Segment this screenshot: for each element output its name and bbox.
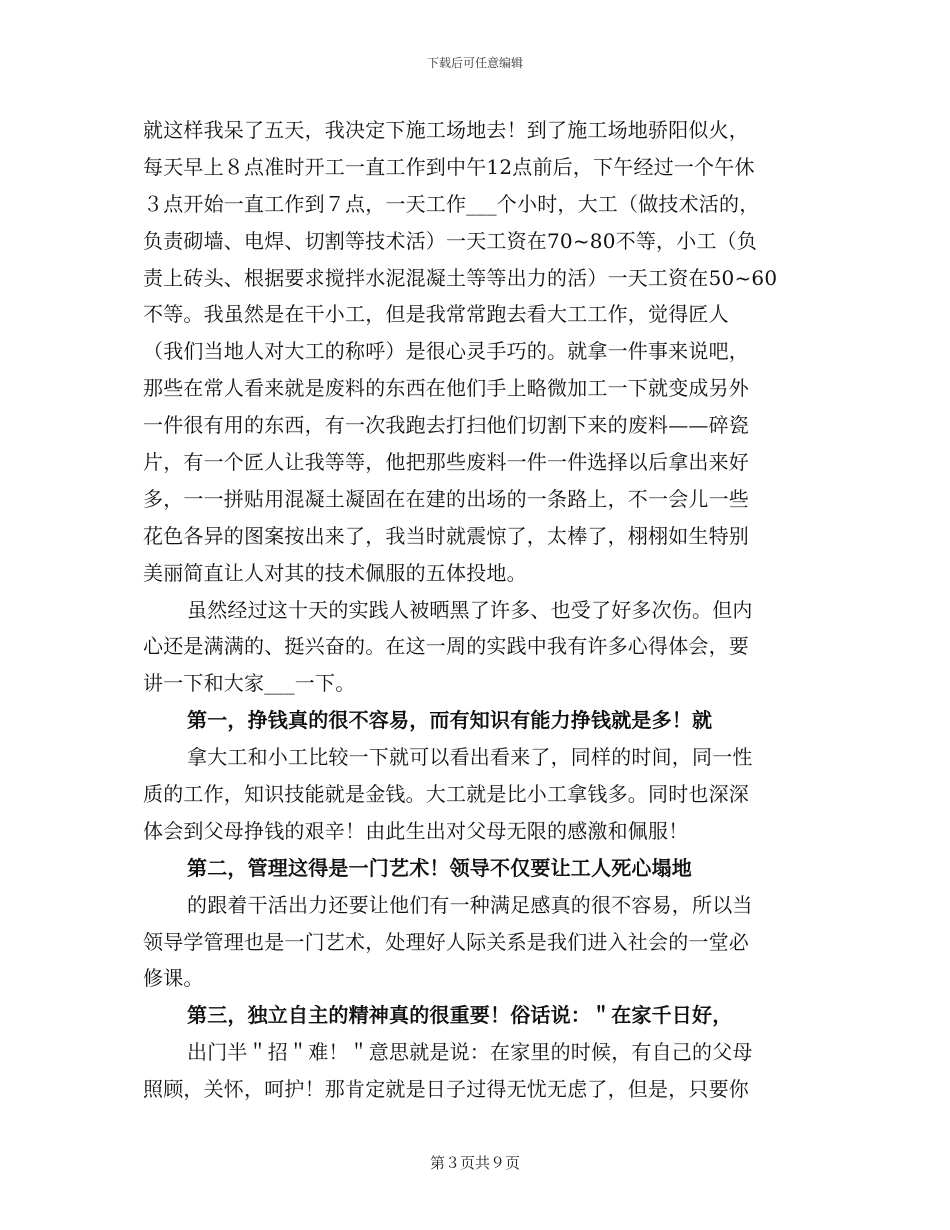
body-text-line: 责上砖头、根据要求搅拌水泥混凝土等等出力的活）一天工资在50~60 — [143, 265, 778, 290]
body-text-line: ３点开始一直工作到７点，一天工作___个小时，大工（做技术活的， — [143, 191, 760, 216]
body-text-line: 不等。我虽然是在干小工，但是我常常跑去看大工工作，觉得匠人 — [143, 302, 729, 327]
body-text-line: 负责砌墙、电焊、切割等技术活）一天工资在70~80不等，小工（负 — [143, 228, 758, 253]
body-text-line: 领导学管理也是一门艺术，处理好人际关系是我们进入社会的一堂必 — [143, 929, 749, 954]
section-heading-line: 第三，独立自主的精神真的很重要！俗话说：＂在家千日好， — [187, 1003, 733, 1028]
body-text-line: 心还是满满的、挺兴奋的。在这一周的实践中我有许多心得体会，要 — [143, 634, 749, 659]
page-header: 下载后可任意编辑 — [426, 56, 523, 70]
body-text-line: 虽然经过这十天的实践人被晒黑了许多、也受了好多次伤。但内 — [187, 597, 753, 622]
page-footer: 第３页共９页 — [429, 1154, 520, 1172]
body-text-line: 片，有一个匠人让我等等，他把那些废料一件一件选择以后拿出来好 — [143, 450, 749, 475]
body-text-line: 讲一下和大家___一下。 — [143, 671, 356, 696]
body-text-line: 那些在常人看来就是废料的东西在他们手上略微加工一下就变成另外 — [143, 376, 749, 401]
body-text-line: 修课。 — [143, 966, 204, 991]
body-text-line: 质的工作，知识技能就是金钱。大工就是比小工拿钱多。同时也深深 — [143, 782, 749, 807]
body-text-line: 多，一一拼贴用混凝土凝固在在建的出场的一条路上，不一会儿一些 — [143, 486, 749, 511]
body-text-line: 美丽简直让人对其的技术佩服的五体投地。 — [143, 560, 527, 585]
body-text-line: 照顾，关怀，呵护！那肯定就是日子过得无忧无虑了，但是，只要你 — [143, 1077, 749, 1102]
body-text-line: 就这样我呆了五天，我决定下施工场地去！到了施工场地骄阳似火， — [143, 118, 749, 142]
body-text-line: 拿大工和小工比较一下就可以看出看来了，同样的时间，同一性 — [187, 745, 753, 770]
body-text-line: 花色各异的图案按出来了，我当时就震惊了，太棒了，栩栩如生特别 — [143, 523, 749, 548]
section-heading-line: 第二，管理这得是一门艺术！领导不仅要让工人死心塌地 — [187, 855, 692, 880]
document-body — [143, 112, 823, 1108]
body-text-line: 的跟着干活出力还要让他们有一种满足感真的很不容易，所以当 — [187, 892, 753, 917]
body-text-line: 每天早上８点准时开工一直工作到中午12点前后，下午经过一个午休 — [143, 154, 755, 179]
body-text-line: 一件很有用的东西，有一次我跑去打扫他们切割下来的废料——碎瓷 — [143, 413, 749, 438]
body-text-line: 体会到父母挣钱的艰辛！由此生出对父母无限的感激和佩服！ — [143, 818, 689, 843]
body-text-line: 出门半＂招＂难！＂意思就是说：在家里的时候，有自己的父母 — [187, 1040, 753, 1065]
body-text-line: （我们当地人对大工的称呼）是很心灵手巧的。就拿一件事来说吧， — [143, 339, 749, 364]
section-heading-line: 第一，挣钱真的很不容易，而有知识有能力挣钱就是多！就 — [187, 708, 713, 733]
